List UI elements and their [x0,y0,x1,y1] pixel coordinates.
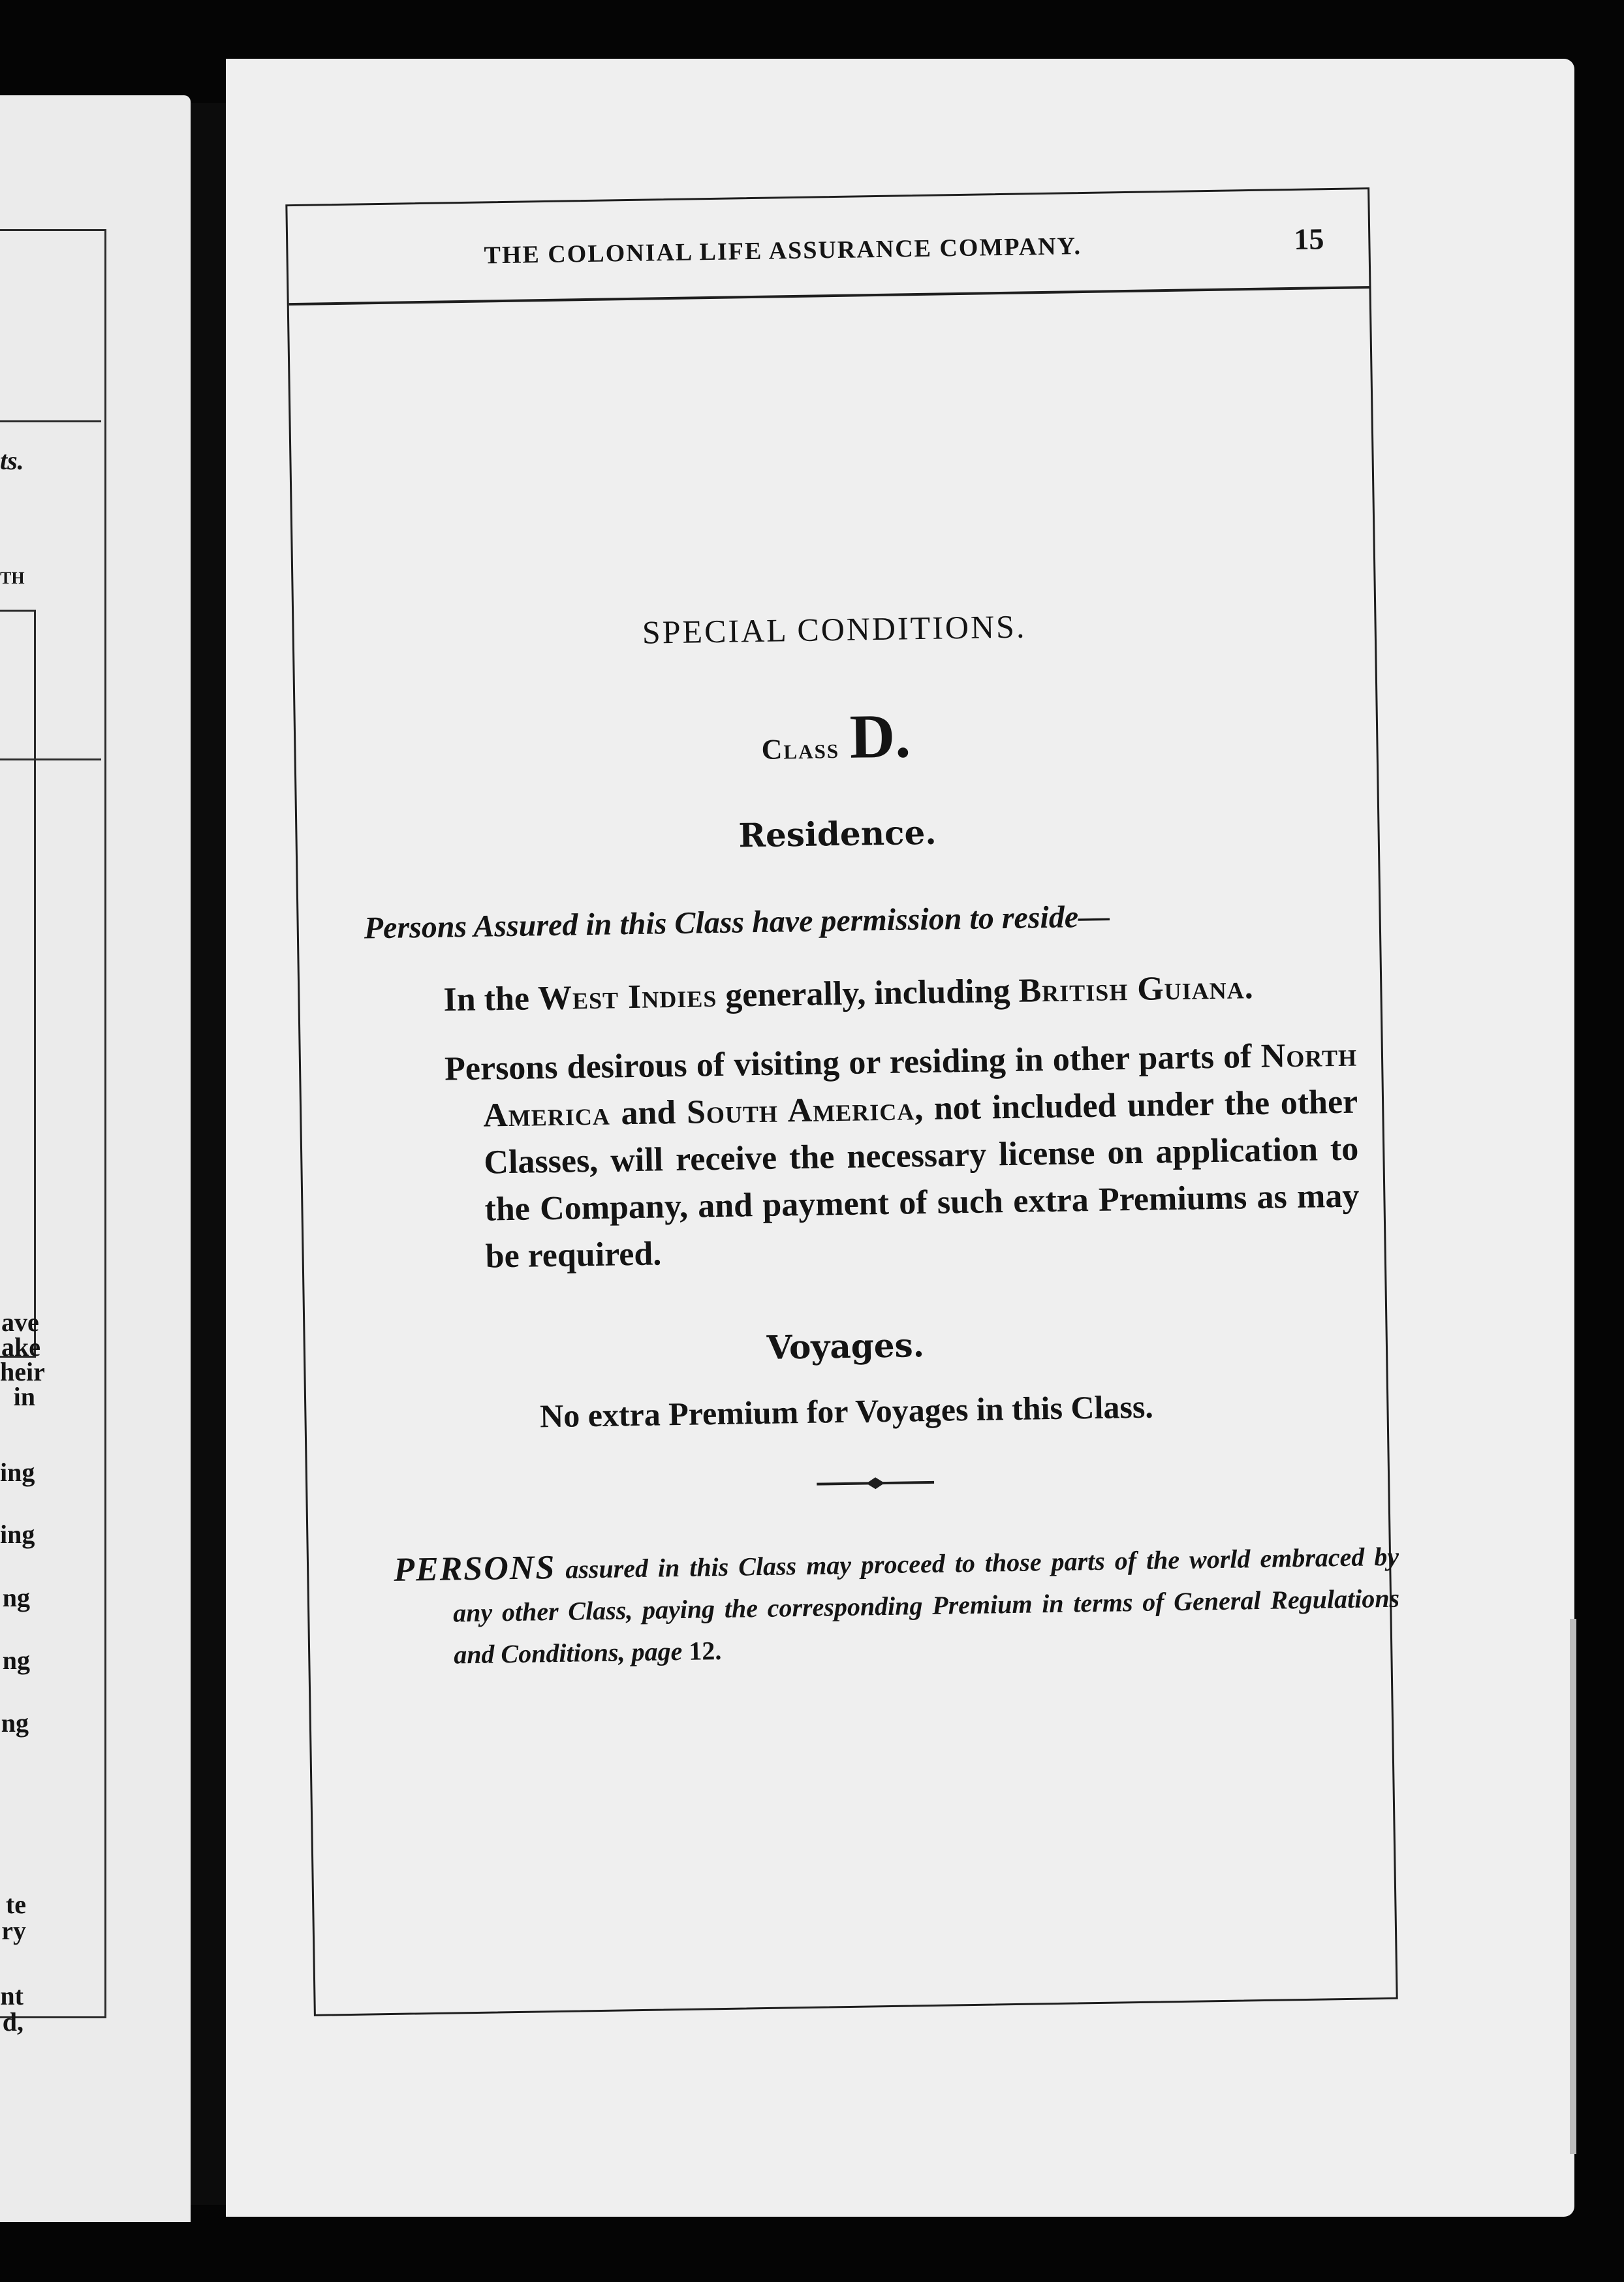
note-page-ref: 12. [688,1636,722,1666]
text-run: British Guiana. [1018,969,1255,1010]
class-label: Class [761,732,840,766]
text-run: , not included under the other Classes, will receive the necessary license on application to the Company, and payment of such extra Premiums as may be required. [483,1083,1360,1275]
left-page-fragment: ing [0,1458,35,1487]
left-page-fragment: heir [0,1357,45,1386]
left-page-fragment: te [5,1890,26,1919]
left-page-rule [0,420,101,422]
header-rule [289,286,1369,305]
text-run: Persons desirous of visiting or residing in other parts of [444,1037,1262,1088]
residence-intro: Persons Assured in this Class have permission to reside— [364,899,1110,946]
left-page-fragment: ry [1,1916,26,1945]
text-run: North America [482,1036,1358,1134]
left-page-table-box [0,610,40,1362]
page-edge [1570,1619,1576,2154]
page-number: 15 [1293,222,1324,256]
left-page-fragment: ake [1,1332,40,1362]
book-spine [191,103,226,2205]
left-page-fragment: TH [0,569,25,587]
residence-heading: Residence. [738,813,937,855]
text-run: In the [443,980,539,1019]
text-run: West Indies [537,977,717,1018]
voyages-text: No extra Premium for Voyages in this Class. [539,1388,1154,1435]
left-page-fragment: ng [2,1583,30,1612]
text-run: generally, including [716,972,1019,1014]
ornament-divider-icon [817,1473,934,1494]
left-page-fragment: ts. [0,446,24,475]
left-page-fragment: nt [0,1981,23,2010]
left-page-fragment: ng [1,1708,29,1738]
left-page [0,95,191,2222]
residence-paragraph-2 [445,1032,1360,1281]
left-page-fragment: ing [0,1520,35,1549]
class-note [394,1534,1401,1677]
note-lead: PERSONS [393,1548,556,1589]
page-border-frame [285,187,1398,2016]
left-page-fragment: ng [2,1646,30,1675]
residence-paragraph-1 [443,968,1254,1019]
left-page-fragment: in [13,1382,35,1411]
note-body: assured in this Class may proceed to those parts of the world embraced by any other Class, paying the corresponding Premium in terms of General Regulations and Conditions, page [452,1541,1400,1670]
text-run: and [610,1093,687,1133]
left-page-fragment: d, [2,2007,23,2037]
left-page-fragment: ave [1,1307,39,1337]
class-letter: D. [849,700,911,772]
text-run: South America [686,1090,915,1131]
section-title: SPECIAL CONDITIONS. [642,608,1027,651]
running-head: THE COLONIAL LIFE ASSURANCE COMPANY. [484,232,1082,270]
class-heading [295,692,1377,781]
voyages-heading: Voyages. [766,1326,925,1367]
